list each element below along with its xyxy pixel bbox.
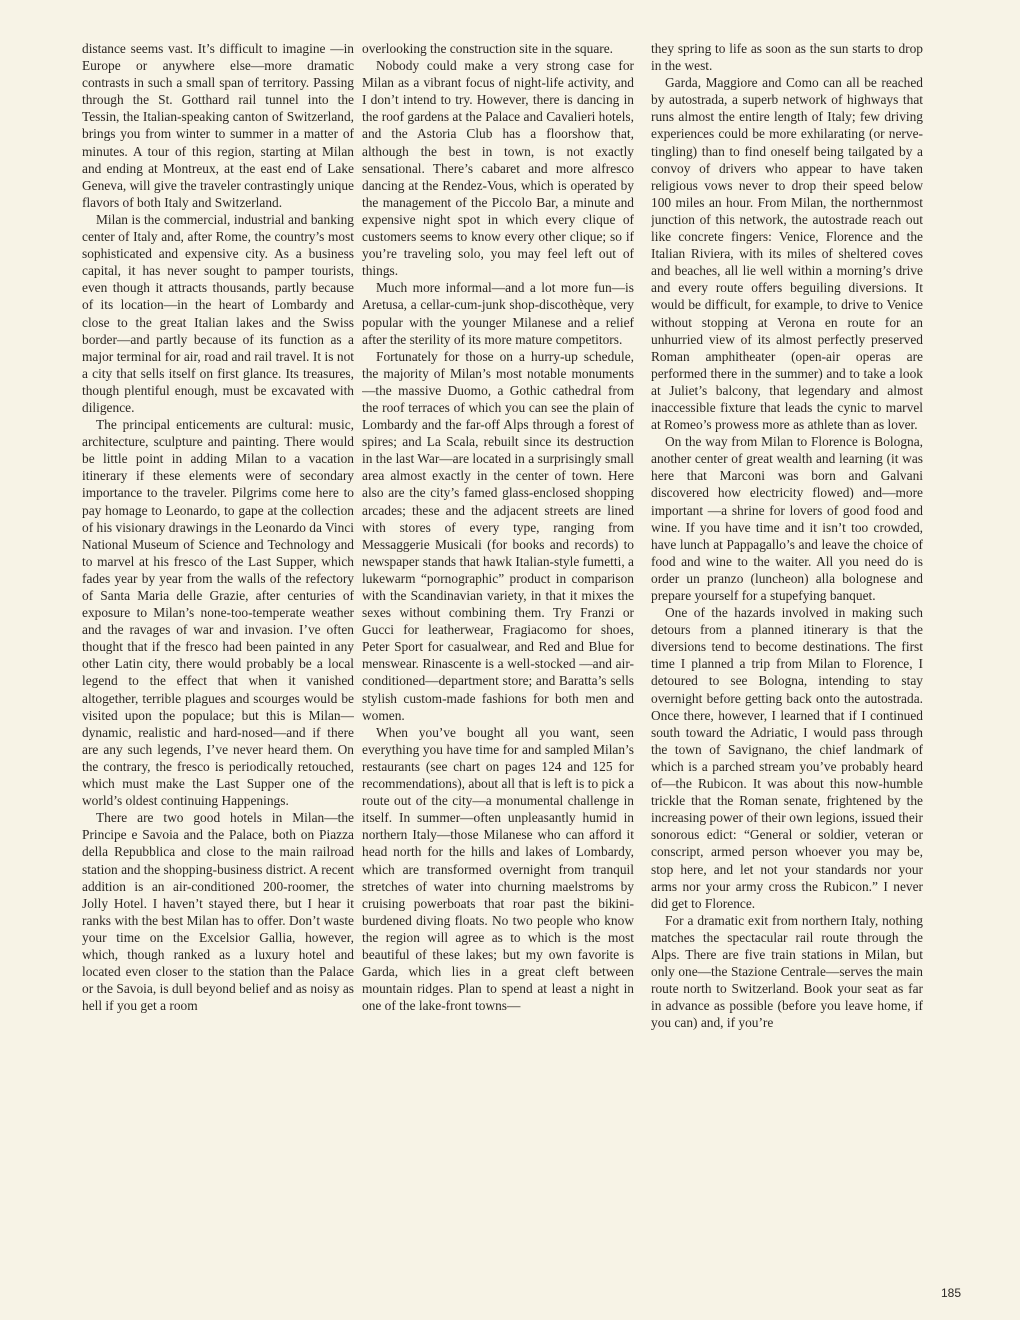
paragraph: Much more informal—and a lot more fun—is Aretusa, a cellar-cum-junk shop-discothèque, very popular with the younger Milanese and a relief after the sterility of its more mature competitors. [362, 280, 634, 347]
column-1 [82, 40, 354, 1310]
paragraph: One of the hazards involved in making such detours from a planned itinerary is that the diversions tend to become destinations. The first time I planned a trip from Milan to Florence, I detoured to see Bologna, intending to stay overnight before getting back onto the autostrada. Once there, however, I learned that if I continued south toward the Adriatic, I would pass through the town of Savignano, the chief landmark of which is a parched stream you’ve probably heard of—the Rubicon. It was about this now-humble trickle that the Roman senate, frightened by the increasing power of their own legions, issued their sonorous edict: “General or soldier, veteran or conscript, armed person whoever you may be, stop here, and let not your standards nor your arms nor your army cross the Rubicon.” I never did get to Florence. [651, 605, 923, 911]
paragraph: The principal enticements are cultural: music, architecture, sculpture and painting. There would be little point in adding Milan to a vacation itinerary if these elements were of secondary importance to the traveler. Pilgrims come here to pay homage to Leonardo, to gape at the collection of his visionary drawings in the Leonardo da Vinci National Museum of Science and Technology and to marvel at his fresco of the Last Supper, which fades year by year from the walls of the refectory of Santa Maria delle Grazie, after centuries of exposure to Milan’s none-too-temperate weather and the ravages of war and invasion. I’ve often thought that if the fresco had been painted in any other Latin city, there would probably be a local legend to the effect that when it vanished altogether, terrible plagues and scourges would be visited upon the populace; but this is Milan—dynamic, realistic and hard-nosed—and if there are any such legends, I’ve never heard them. On the contrary, the fresco is periodically retouched, which must make the Last Supper one of the world’s oldest continuing Happenings. [82, 417, 354, 809]
article-columns [82, 40, 932, 1310]
paragraph: Milan is the commercial, industrial and banking center of Italy and, after Rome, the country’s most sophisticated and expensive city. As a business capital, it has never sought to pamper tourists, even though it attracts thousands, partly because of its location—in the heart of Lombardy and close to the great Italian lakes and the Swiss border—and partly because of its function as a major terminal for air, road and rail travel. It is not a city that sells itself on first glance. Its treasures, though plentiful enough, must be excavated with diligence. [82, 211, 354, 415]
paragraph: There are two good hotels in Milan—the Principe e Savoia and the Palace, both on Piazza della Repubblica and close to the main railroad station and the shopping-business district. A recent addition is an air-conditioned 200-roomer, the Jolly Hotel. I haven’t stayed there, but I hear it ranks with the best Milan has to offer. Don’t waste your time on the Excelsior Gallia, however, which, though ranked as a luxury hotel and located even closer to the station than the Palace or the Savoia, is dull beyond belief and as noisy as hell if you get a room [82, 810, 354, 1014]
paragraph: Fortunately for those on a hurry-up schedule, the majority of Milan’s most notable monuments—the massive Duomo, a Gothic cathedral from the roof terraces of which you can see the plain of Lombardy and the far-off Alps through a forest of spires; and La Scala, rebuilt since its destruction in the last War—are located in a surprisingly small area almost exactly in the center of town. Here also are the city’s famed glass-enclosed shopping arcades; these and the adjacent streets are lined with stores of every type, ranging from Messaggerie Musicali (for books and records) to newspaper stands that hawk Italian-style fumetti, a lukewarm “pornographic” product in comparison with the Scandinavian variety, in that it mixes the sexes without combining them. Try Franzi or Gucci for leatherwear, Fragiacomo for shoes, Peter Sport for casualwear, and Red and Blue for menswear. Rinascente is a well-stocked —and air-conditioned—department store; and Baratta’s sells stylish custom-made fashions for both men and women. [362, 348, 634, 723]
column-2 [362, 40, 634, 1310]
paragraph: When you’ve bought all you want, seen everything you have time for and sampled Milan’s restaurants (see chart on pages 124 and 125 for recommendations), about all that is left is to pick a route out of the city—a monumental challenge in itself. In summer—often unpleasantly humid in northern Italy—those Milanese who can afford it head north for the hills and lakes of Lombardy, which are transformed overnight from tranquil stretches of water into churning maelstroms by cruising powerboats that roar past the bikini-burdened diving floats. No two people who know the region will agree as to which is the most beautiful of these lakes; but my own favorite is Garda, which lies in a great cleft between mountain ridges. Plan to spend at least a night in one of the lake-front towns— [362, 724, 634, 1014]
paragraph: On the way from Milan to Florence is Bologna, another center of great wealth and learning (it was here that Marconi was born and Galvani discovered how electricity flowed) and—more important —a shrine for lovers of good food and wine. If you have time and it isn’t too crowded, have lunch at Pappagallo’s and leave the choice of food and wine to the waiter. All you need do is order un pranzo (luncheon) alla bolognese and prepare yourself for a stupefying banquet. [651, 434, 923, 603]
paragraph: distance seems vast. It’s difficult to imagine —in Europe or anywhere else—more dramatic contrasts in such a small span of territory. Passing through the St. Gotthard rail tunnel into the Tessin, the Italian-speaking canton of Switzerland, brings you from winter to summer in a matter of minutes. A tour of this region, starting at Milan and ending at Montreux, at the east end of Lake Geneva, will give the traveler contrastingly unique flavors of both Italy and Switzerland. [82, 41, 354, 210]
paragraph: Nobody could make a very strong case for Milan as a vibrant focus of night-life activity, and I don’t intend to try. However, there is dancing in the roof gardens at the Palace and Cavalieri hotels, and the Astoria Club has a floorshow that, although the best in town, is not exactly sensational. There’s cabaret and more alfresco dancing at the Rendez-Vous, which is operated by the management of the Piccolo Bar, a minute and expensive night spot in which every clique of customers seems to know every other clique; so if you’re traveling solo, you may feel left out of things. [362, 58, 634, 279]
column-3 [651, 40, 923, 1310]
page-number: 185 [941, 1286, 962, 1300]
paragraph: For a dramatic exit from northern Italy, nothing matches the spectacular rail route through the Alps. There are five train stations in Milan, but only one—the Stazione Centrale—serves the main route north to Switzerland. Book your seat as far in advance as possible (before you leave home, if you can) and, if you’re [651, 912, 923, 1031]
paragraph: Garda, Maggiore and Como can all be reached by autostrada, a superb network of highways that runs almost the entire length of Italy; few driving experiences could be more exhilarating (or nerve-tingling) than to find oneself being tailgated by a convoy of drivers who appear to have taken religious vows never to drop their speed below 100 miles an hour. From Milan, the northernmost junction of this network, the autostrade reach out like concrete fingers: Venice, Florence and the Italian Riviera, with its miles of sheltered coves and beaches, all lie well within a morning’s drive and every route offers beguiling diversions. It would be difficult, for example, to drive to Venice without stopping at Verona en route for an unhurried view of its almost perfectly preserved Roman amphitheater (open-air operas are performed there in the summer) and to take a look at Juliet’s balcony, that legendary and almost inaccessible fixture that leads the cynic to marvel at Romeo’s prowess more as athlete than as lover. [651, 75, 923, 433]
paragraph: overlooking the construction site in the square. [362, 41, 614, 56]
paragraph: they spring to life as soon as the sun starts to drop in the west. [651, 41, 923, 74]
